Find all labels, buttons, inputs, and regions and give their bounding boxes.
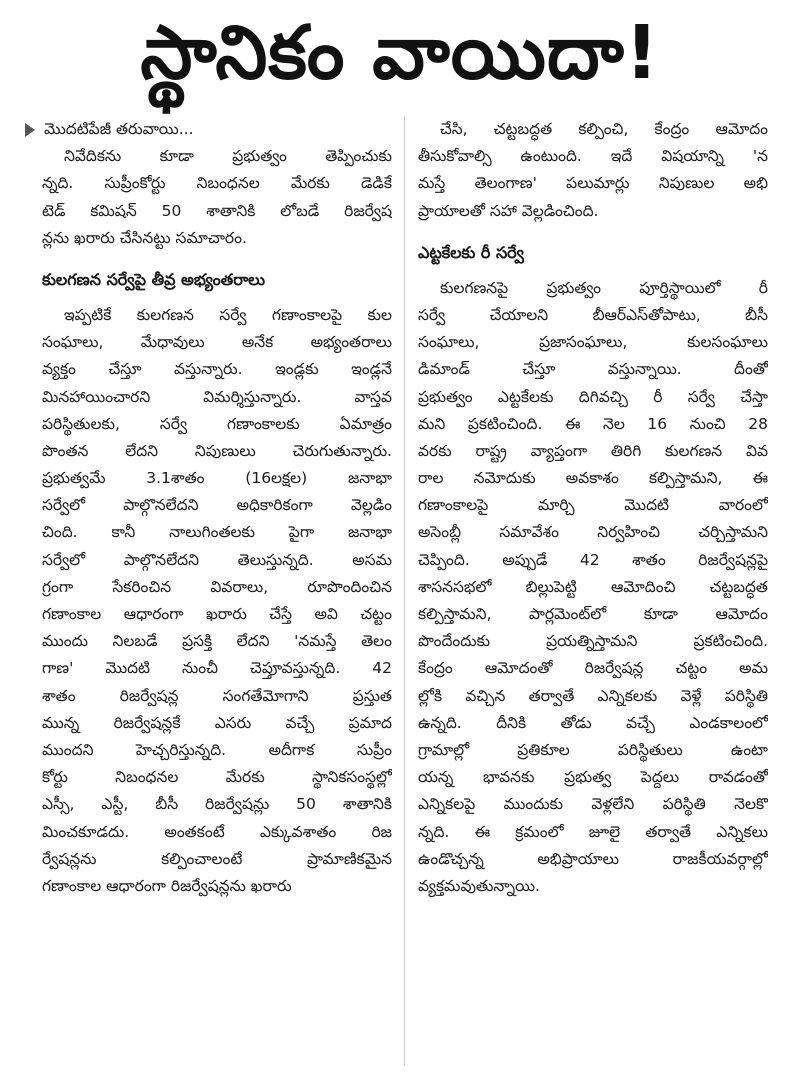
text-line: కేంద్రం ఆమోదంతో రిజర్వేషన్ల చట్టం అమ [418, 659, 768, 678]
text-line: చెప్పింది. అప్పుడే 42 శాతం రిజర్వేషన్లపై [418, 550, 768, 569]
text-line: గ్రామాల్లో ప్రతికూల పరిస్థితులు ఉంటా [418, 740, 768, 759]
text-line: కులగణనపై ప్రభుత్వం పూర్తిస్థాయిలో రీ [440, 278, 768, 297]
left-column [42, 116, 392, 900]
text-line: నివేదికను కూడా ప్రభుత్వం తెప్పించుకు [64, 147, 392, 166]
text-line: న్నది. ఈ క్రమంలో జూలై తర్వాతే ఎన్నికలు [418, 822, 768, 841]
text-line: కల్పిస్తామని, పార్లమెంట్‌లో కూడా ఆమోదం [418, 605, 768, 623]
headline: స్థానికం వాయిదా! [140, 10, 660, 96]
text-line: టెడ్ కమిషన్ 50 శాతానికి లోబడే రిజర్వేష [42, 201, 392, 220]
text-line: వ్యక్తమవుతున్నాయి. [418, 876, 540, 895]
right-subheading: ఎట్టకేలకు రీ సర్వే [418, 242, 524, 262]
text-line: ఉండొచ్చన్న అభిప్రాయాలు రాజకీయవర్గాల్లో [418, 849, 768, 868]
text-line: గణాంకాల ఆధారంగా రిజర్వేషన్లను ఖరారు [42, 876, 292, 895]
text-line: కోర్టు నిబంధనల మేరకు స్థానికసంస్థల్లో [42, 768, 392, 787]
text-line: డిమాండ్ చేస్తూ వస్తున్నాయి. దీంతో [418, 360, 768, 379]
chevron-right-icon [22, 122, 38, 138]
text-line: న్లను ఖరారు చేసినట్టు సమాచారం. [42, 228, 247, 247]
column-divider [404, 116, 405, 1066]
left-paragraph-1 [42, 143, 392, 252]
left-subheading: కులగణన సర్వేపై తీవ్ర అభ్యంతరాలు [42, 269, 266, 289]
text-line: అసెంబ్లీ సమావేశం నిర్వహించి చర్చిస్తామని [418, 523, 768, 542]
text-line: న్నది. సుప్రీంకోర్టు నిబంధనల మేరకు డెడికే [42, 174, 392, 193]
text-line: ప్రాయాలతో సహా వెల్లడించింది. [418, 201, 599, 220]
left-paragraph-2 [42, 302, 392, 900]
text-line: గ్రంగా సేకరించిన వివరాలు, రూపొందించిన [42, 577, 392, 596]
text-line: వ్యక్తం చేస్తూ వస్తున్నారు. ఇండ్లకు ఇండ్లనే [42, 360, 392, 379]
text-line: తీసుకోవాల్సి ఉంటుంది. ఇదే విషయాన్ని 'న [418, 147, 768, 166]
text-line: చింది. కానీ నాలుగింతలకు పైగా జనాభా [42, 523, 392, 542]
text-line: మని ప్రకటించింది. ఈ నెల 16 నుంచి 28 [418, 414, 768, 433]
text-line: రాల నమోదుకు అవకాశం కల్పిస్తామని, ఈ [418, 469, 768, 488]
text-line: ఎన్నికలపై ముందుకు వెళ్లలేని పరిస్థితి నెలకొ [418, 795, 768, 814]
text-line: ముందని హెచ్చరిస్తున్నది. అదీగాక సుప్రీం [42, 740, 392, 759]
text-line: చేసి, చట్టబద్ధత కల్పించి, కేంద్రం ఆమోదం [440, 120, 768, 138]
text-line: మినహాయించారని విమర్శిస్తున్నారు. వాస్తవ [42, 387, 392, 406]
text-line: ర్వేషన్లను కల్పించాలంటే ప్రామాణికమైన [42, 849, 392, 868]
text-line: ల్లోకి వచ్చిన తర్వాతే ఎన్నికలకు వెళ్లే పరిస్థితి [418, 686, 768, 705]
text-line: సంఘాలు, ప్రజాసంఘాలు, కులసంఘాలు [418, 333, 768, 352]
continued-from [22, 116, 392, 143]
text-line: ప్రభుత్వం ఎట్టకేలకు దిగివచ్చి రీ సర్వే చేస్తా [418, 387, 768, 406]
text-line: గాణ' మొదటి నుంచీ చెప్తూవస్తున్నది. 42 [42, 659, 392, 678]
text-line: సర్వేలో పాల్గొనలేదని తెలుస్తున్నది. అసమ [42, 550, 392, 569]
text-line: మున్న రిజర్వేషన్లకే ఎసరు వచ్చే ప్రమాద [42, 713, 392, 732]
text-line: ముందు నిలబడే ప్రసక్తి లేదని 'నమస్తే తెలం [42, 632, 392, 651]
text-line: పొందేందుకు ప్రయత్నిస్తామని ప్రకటించింది. [418, 632, 768, 651]
text-line: సర్వే చేయాలని బీఆర్ఎస్‌తోపాటు, బీసీ [418, 305, 768, 324]
text-line: పొంతన లేదని నిపుణులు చెరుగుతున్నారు. [42, 441, 392, 460]
text-line: సర్వేలో పాల్గొనలేదని అధికారికంగా వెల్లడిం [42, 496, 392, 515]
text-line: శాతం రిజర్వేషన్ల సంగతేమోగాని ప్రస్తుత [42, 686, 392, 705]
text-line: ఎస్సీ, ఎస్టీ, బీసీ రిజర్వేషన్లు 50 శాతానికి [42, 795, 392, 814]
text-line: గణాంకాల ఆధారంగా ఖరారు చేస్తే అవి చట్టం [42, 605, 392, 623]
text-line: శాసనసభలో బిల్లుపెట్టి ఆమోదించి చట్టబద్ధత [418, 577, 768, 596]
text-line: ఇప్పటికే కులగణన సర్వే గణాంకాలపై కుల [64, 305, 392, 324]
right-paragraph-1 [418, 116, 768, 225]
text-line: యన్న భావనకు ప్రభుత్వ పెద్దలు రావడంతో [418, 768, 768, 787]
text-line: సంఘాలు, మేధావులు అనేక అభ్యంతరాలు [42, 333, 392, 352]
text-line: ప్రభుత్వమే 3.1శాతం (16లక్షల) జనాభా [42, 469, 392, 488]
text-line: వరకు రాష్ట్ర వ్యాప్తంగా తిరిగి కులగణన వివ [418, 441, 768, 460]
right-paragraph-2 [418, 275, 768, 900]
text-line: మస్తే తెలంగాణ' పలుమార్లు నిపుణుల అభి [418, 174, 768, 193]
text-line: మించకూడదు. అంతకంటే ఎక్కువశాతం రిజ [42, 822, 392, 841]
text-line: ఉన్నది. దీనికి తోడు వచ్చే ఎండకాలంలో [418, 713, 768, 732]
continued-from-label: మొదటిపేజీ తరువాయి... [44, 120, 194, 138]
right-column [418, 116, 768, 900]
text-line: పరిస్థితులకు, సర్వే గణాంకాలకు ఏమాత్రం [42, 414, 392, 433]
text-line: గణాంకాలపై మార్చి మొదటి వారంలో [418, 496, 768, 515]
